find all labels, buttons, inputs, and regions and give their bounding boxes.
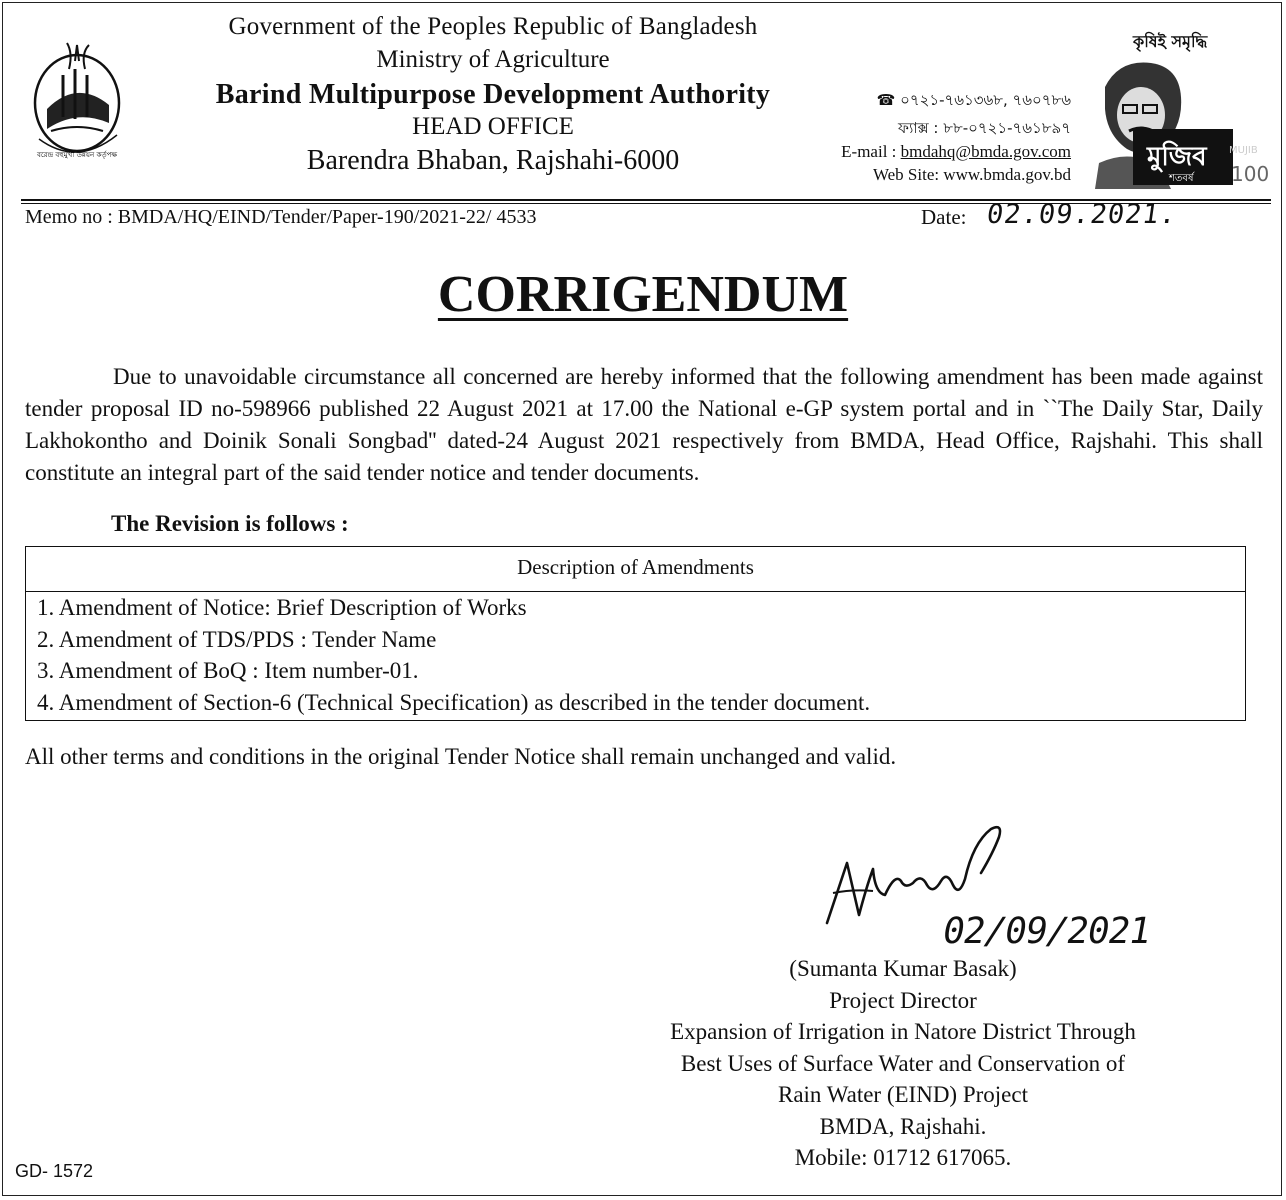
date-label: Date: [921,205,967,229]
signatory-name: (Sumanta Kumar Basak) [789,956,1017,981]
table-row: 4. Amendment of Section-6 (Technical Specification) as described in the tender document. [37,689,871,715]
motto-text: কৃষিই সমৃদ্ধি [1133,32,1208,51]
revision-heading: The Revision is follows : [111,511,349,536]
ministry-line: Ministry of Agriculture [376,46,610,73]
head-office-line: HEAD OFFICE [412,113,574,140]
mujib-100-emblem [1089,53,1279,189]
svg-text:মুজিব: মুজিব [1147,142,1207,172]
document-title [3,265,1283,324]
signatory-office: BMDA, Rajshahi. [819,1113,987,1139]
svg-text:100: 100 [1231,162,1270,186]
closing-statement: All other terms and conditions in the original Tender Notice shall remain unchanged and valid. [25,744,897,769]
table-row: 1. Amendment of Notice: Brief Description of Works [37,595,527,620]
address-line: Barendra Bhaban, Rajshahi-6000 [306,145,680,176]
phone-number: ☎ ০৭২১-৭৬১৩৬৮, ৭৬০৭৮৬ [876,91,1071,109]
project-name-line-2: Best Uses of Surface Water and Conservation of [680,1050,1126,1076]
project-name-line-3: Rain Water (EIND) Project [777,1082,1028,1107]
table-row: 2. Amendment of TDS/PDS : Tender Name [37,626,437,652]
handwritten-date: 02.09.2021. [984,199,1179,230]
email-label: E-mail : [841,142,901,161]
signature-date: 02/09/2021 [939,911,1154,952]
signatory-block [603,953,1203,1174]
table-row: 3. Amendment of BoQ : Item number-01. [37,658,419,683]
fax-number: ফ্যাক্স : ৮৮-০৭২১-৭৬১৮৯৭ [897,119,1071,137]
svg-text:বরেন্দ্র বহুমুখী উন্নয়ন কর্তৃ: বরেন্দ্র বহুমুখী উন্নয়ন কর্তৃপক্ষ [36,151,118,159]
signatory-mobile: Mobile: 01712 617065. [794,1145,1012,1170]
email-link[interactable]: bmdahq@bmda.gov.com [900,142,1071,161]
title-text: CORRIGENDUM [437,266,849,323]
website-line: Web Site: www.bmda.gov.bd [872,165,1071,184]
email-line [841,142,1071,162]
project-name-line-1: Expansion of Irrigation in Natore District Through [670,1019,1136,1044]
svg-text:শতবর্ষ: শতবর্ষ [1169,173,1194,184]
authority-name: Barind Multipurpose Development Authority [215,79,771,110]
amendments-table-header: Description of Amendments [26,547,1245,592]
government-line: Government of the Peoples Republic of Bangladesh [228,13,758,40]
memo-number: Memo no : BMDA/HQ/EIND/Tender/Paper-190/2021-22/ 4533 [25,206,537,228]
gd-number: GD- 1572 [15,1161,94,1181]
body-paragraph: Due to unavoidable circumstance all concerned are hereby informed that the following amendment has been made against tender proposal ID no-598966 published 22 August 2021 at 17.00 the National e-GP system portal and in ``The Daily Star, Daily Lakhokontho and Doinik Sonali Songbad'' dated-24 August 2021 respectively from BMDA, Head Office, Rajshahi. This shall constitute an integral part of the said tender notice and tender documents. [25,364,1263,485]
bmda-logo [17,39,137,163]
corrigendum-document [2,2,1282,1196]
svg-text:MUJIB: MUJIB [1229,145,1258,156]
signatory-designation: Project Director [829,987,977,1013]
amendments-table [25,546,1246,721]
